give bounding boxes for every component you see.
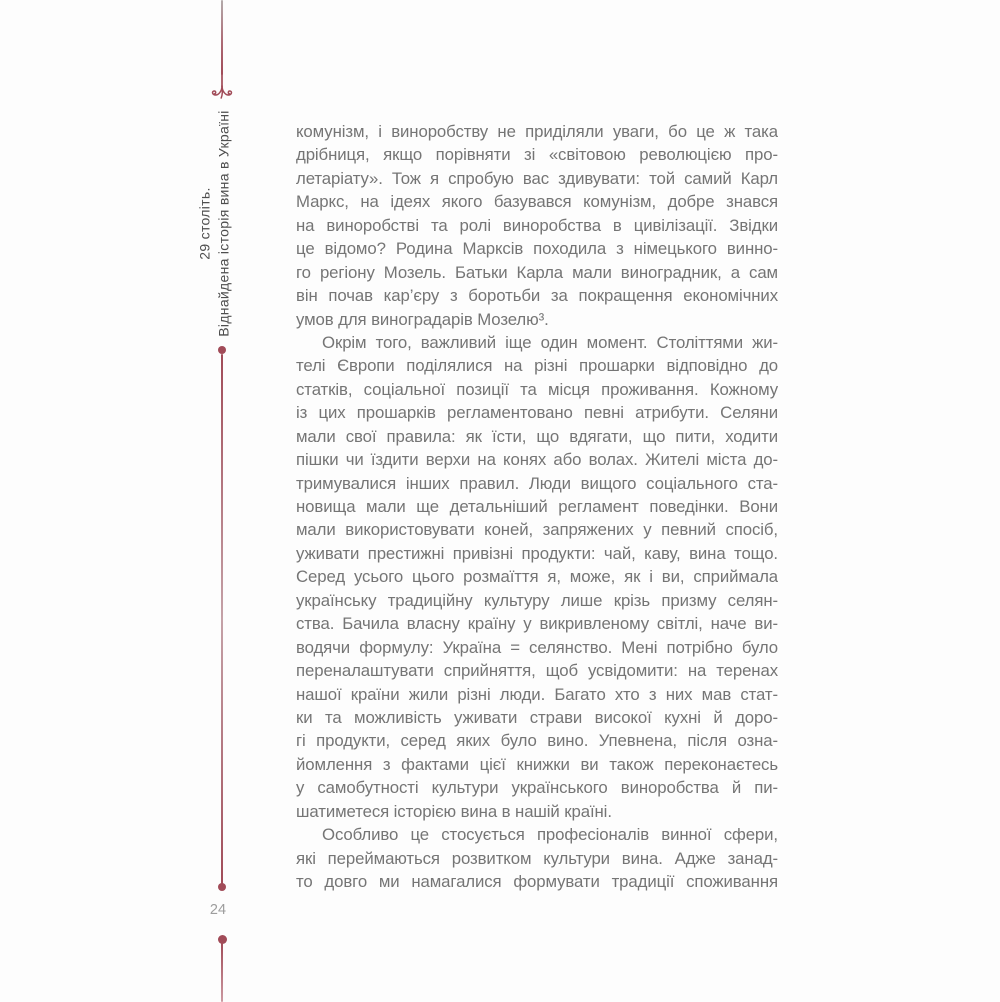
text-line: нашої країни жили різні люди. Багато хто з них мав стат-: [296, 684, 778, 704]
text-line: дрібниця, якщо порівняти зі «світовою революцією про-: [296, 145, 778, 165]
ornament-dot-lower: [218, 883, 226, 891]
text-line: які переймаються розвитком культури вина. Адже занад-: [296, 848, 778, 868]
text-line: йомлення з фактами цієї книжки ви також переконаєтесь: [296, 754, 778, 774]
text-line: Серед усього цього розмаїття я, може, як і ви, сприймала: [296, 567, 778, 587]
text-line: мали використовувати коней, запряжених у певний спосіб,: [296, 520, 778, 540]
text-line: ки та можливість уживати страви високої кухні й доро-: [296, 707, 778, 727]
text-line: шатиметеся історією вина в нашій країні.: [296, 801, 612, 821]
text-line: на виноробстві та ролі виноробства в цивілізації. Звідки: [296, 215, 778, 235]
text-line: гі продукти, серед яких було вино. Упевнена, після озна-: [296, 731, 778, 751]
text-line: Окрім того, важливий іще один момент. Століттями жи-: [322, 332, 778, 352]
text-line: у самобутності культури українського виноробства й пи-: [296, 778, 778, 798]
text-line: летаріату». Тож я спробую вас здивувати: той самий Карл: [296, 168, 778, 188]
spine-line-middle: [221, 354, 223, 885]
text-line: Особливо це стосується професіоналів винної сфери,: [322, 825, 778, 845]
text-line: то довго ми намагалися формувати традиції споживання: [296, 872, 778, 891]
running-head: [196, 99, 233, 349]
spine-line-top: [221, 0, 223, 75]
text-line: це відомо? Родина Марксів походила з німецького винно-: [296, 239, 778, 259]
text-line: комунізм, і виноробству не приділяли уваги, бо це ж така: [296, 122, 778, 141]
text-line: ства. Бачила власну країну у викривленому світлі, наче ви-: [296, 614, 778, 634]
text-line: умов для виноградарів Мозелю³.: [296, 309, 549, 329]
text-line: уживати престижні привізні продукти: чай, каву, вина тощо.: [296, 543, 778, 563]
page-number: 24: [209, 902, 227, 918]
ornament-dot-upper: [218, 346, 226, 354]
text-line: переналаштувати сприйняття, щоб усвідомити: на теренах: [296, 661, 778, 681]
text-line: із цих прошарків регламентовано певні атрибути. Селяни: [296, 403, 778, 423]
text-line: статків, соціальної позиції та місця проживання. Кожному: [296, 379, 778, 399]
curly-flourish-icon: [206, 74, 238, 100]
running-head-series: 29 століть.: [196, 187, 213, 260]
text-line: тримувалися інших правил. Люди вищого соціального ста-: [296, 473, 778, 493]
text-line: українську традиційну культуру лише крізь призму селян-: [296, 590, 778, 610]
spine-line-bottom: [221, 942, 223, 1002]
text-line: мали свої правила: як їсти, що вдягати, що пити, ходити: [296, 426, 778, 446]
text-line: телі Європи поділялися на різні прошарки відповідно до: [296, 356, 778, 376]
text-line: Маркс, на ідеях якого базувався комунізм, добре знався: [296, 192, 778, 212]
running-head-title: Віднайдена історія вина в Україні: [215, 110, 232, 337]
text-line: водячи формулу: Україна = селянство. Мені потрібно було: [296, 637, 778, 657]
text-line: го регіону Мозель. Батьки Карла мали виноградник, а сам: [296, 262, 778, 282]
text-line: новища мали ще детальніший регламент поведінки. Вони: [296, 497, 778, 516]
text-line: він почав кар’єру з боротьби за покращення економічних: [296, 286, 778, 306]
text-block: [296, 120, 778, 893]
text-line: пішки чи їздити верхи на конях або волах. Жителі міста до-: [296, 450, 778, 470]
